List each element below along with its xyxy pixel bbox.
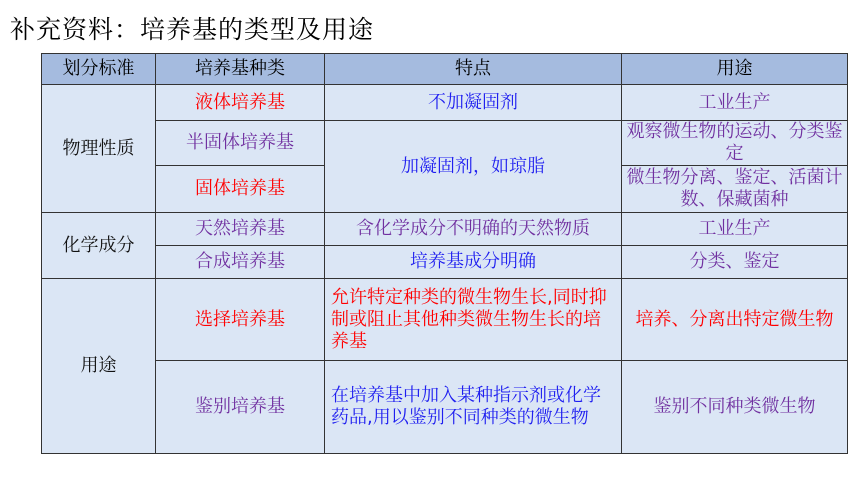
medium-type: 固体培养基 (156, 166, 325, 213)
table-row (42, 213, 848, 246)
medium-type: 液体培养基 (156, 85, 325, 121)
medium-feature: 在培养基中加入某种指示剂或化学药品,用以鉴别不同种类的微生物 (325, 361, 622, 454)
table-row (42, 85, 848, 121)
group-chemical: 化学成分 (42, 213, 156, 279)
medium-use: 观察微生物的运动、分类鉴定 (622, 121, 848, 166)
table-row (42, 246, 848, 279)
table-row (42, 121, 848, 166)
medium-type: 鉴别培养基 (156, 361, 325, 454)
medium-feature: 含化学成分不明确的天然物质 (325, 213, 622, 246)
medium-use: 分类、鉴定 (622, 246, 848, 279)
page-title: 补充资料：培养基的类型及用途 (10, 15, 375, 44)
table-header-row (42, 54, 848, 85)
header-use: 用途 (622, 54, 848, 85)
medium-type: 天然培养基 (156, 213, 325, 246)
medium-type: 选择培养基 (156, 279, 325, 361)
medium-feature: 允许特定种类的微生物生长,同时抑制或阻止其他种类微生物生长的培养基 (325, 279, 622, 361)
medium-use: 工业生产 (622, 213, 848, 246)
table-row (42, 361, 848, 454)
header-feature: 特点 (325, 54, 622, 85)
medium-feature: 培养基成分明确 (325, 246, 622, 279)
culture-medium-table (41, 53, 848, 454)
header-medium-type: 培养基种类 (156, 54, 325, 85)
header-criteria: 划分标准 (42, 54, 156, 85)
medium-use: 鉴别不同种类微生物 (622, 361, 848, 454)
medium-type: 合成培养基 (156, 246, 325, 279)
medium-use: 微生物分离、鉴定、活菌计数、保藏菌种 (622, 166, 848, 213)
medium-use: 工业生产 (622, 85, 848, 121)
medium-feature: 不加凝固剂 (325, 85, 622, 121)
group-usage: 用途 (42, 279, 156, 454)
table-row (42, 279, 848, 361)
medium-type: 半固体培养基 (156, 121, 325, 166)
medium-feature: 加凝固剂，如琼脂 (325, 121, 622, 213)
group-physical: 物理性质 (42, 85, 156, 213)
medium-use: 培养、分离出特定微生物 (622, 279, 848, 361)
